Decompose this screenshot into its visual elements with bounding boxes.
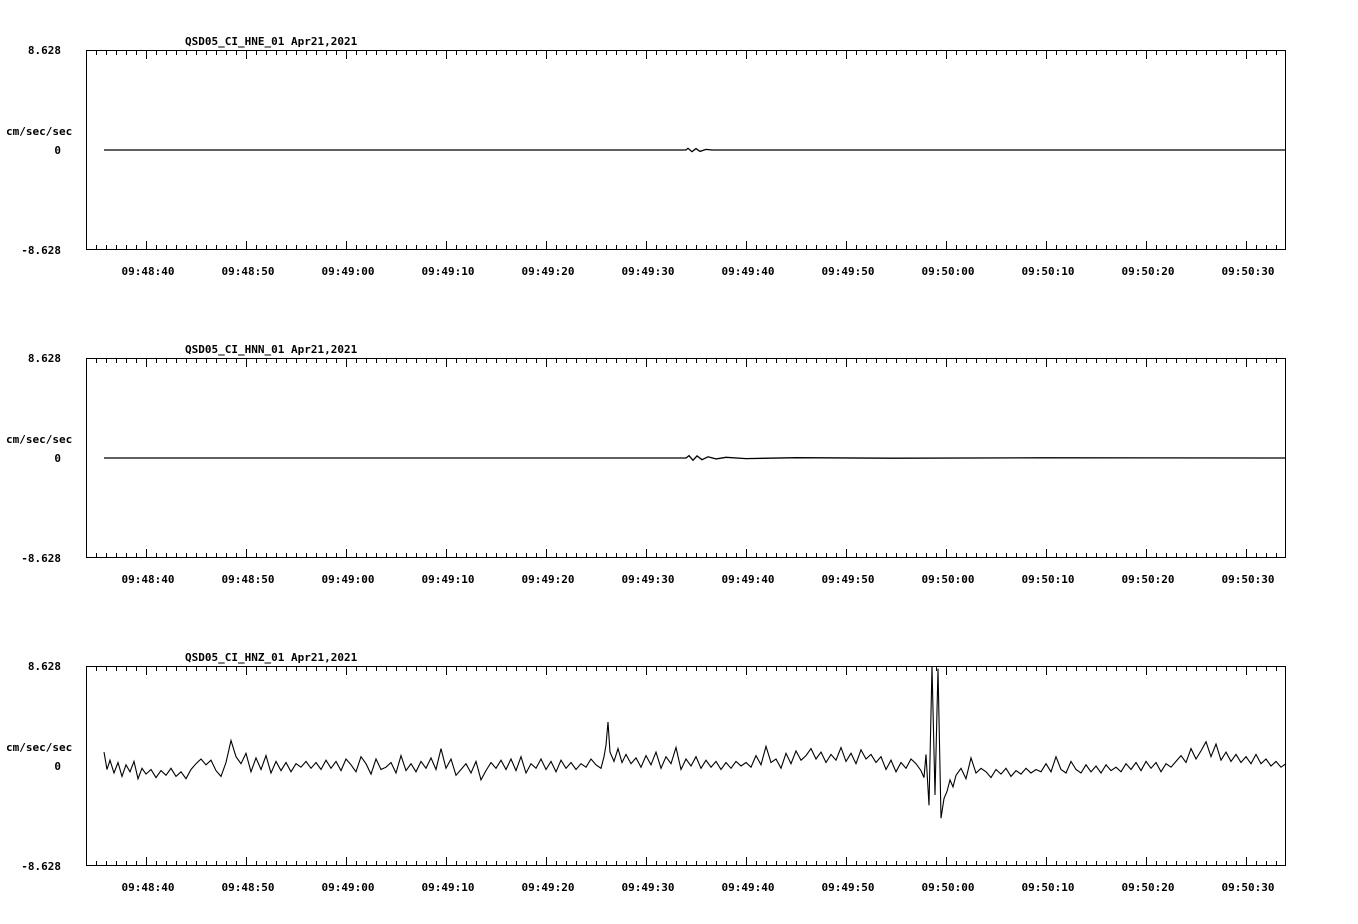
x-tick-label: 09:48:50 [221,881,275,894]
y-tick-label-zero: 0 [54,760,61,773]
x-tick-label: 09:49:10 [421,573,475,586]
x-tick-label: 09:50:30 [1221,265,1275,278]
x-tick-label: 09:50:30 [1221,573,1275,586]
panel-hnz [6,651,1286,894]
x-tick-label: 09:49:10 [421,265,475,278]
x-tick-labels [122,573,1275,586]
x-tick-label: 09:50:00 [921,881,975,894]
y-tick-label-zero: 0 [54,144,61,157]
x-tick-label: 09:50:00 [921,265,975,278]
x-tick-label: 09:50:00 [921,573,975,586]
x-tick-labels [122,265,1275,278]
x-tick-label: 09:48:50 [221,265,275,278]
y-axis-label: cm/sec/sec [6,433,73,446]
y-axis-label: cm/sec/sec [6,741,73,754]
panel-title: QSD05_CI_HNZ_01 Apr21,2021 [185,651,358,664]
y-tick-label-bottom: -8.628 [21,860,61,873]
x-tick-label: 09:49:50 [821,881,875,894]
y-tick-label-top: 8.628 [27,352,61,365]
x-tick-label: 09:49:50 [821,573,875,586]
x-tick-label: 09:48:40 [121,573,175,586]
x-tick-label: 09:49:40 [721,881,775,894]
x-tick-label: 09:49:30 [621,881,675,894]
x-tick-labels [122,881,1275,894]
x-tick-label: 09:50:10 [1021,573,1075,586]
panel-hnn [6,343,1286,586]
waveform-trace [104,666,1286,818]
panel-title: QSD05_CI_HNE_01 Apr21,2021 [185,35,358,48]
x-tick-label: 09:49:50 [821,265,875,278]
y-tick-label-zero: 0 [54,452,61,465]
x-tick-label: 09:50:20 [1121,265,1175,278]
y-tick-label-bottom: -8.628 [21,552,61,565]
x-tick-label: 09:49:30 [621,573,675,586]
waveform-trace [104,148,1286,151]
x-tick-label: 09:49:10 [421,881,475,894]
x-tick-label: 09:50:30 [1221,881,1275,894]
x-tick-label: 09:50:20 [1121,573,1175,586]
y-tick-label-top: 8.628 [27,44,61,57]
x-tick-label: 09:49:40 [721,573,775,586]
x-tick-label: 09:49:20 [521,881,575,894]
x-tick-label: 09:49:20 [521,573,575,586]
y-axis-label: cm/sec/sec [6,125,73,138]
x-tick-label: 09:48:50 [221,573,275,586]
x-tick-label: 09:49:00 [321,573,375,586]
x-tick-label: 09:50:10 [1021,881,1075,894]
x-tick-label: 09:50:10 [1021,265,1075,278]
x-tick-label: 09:49:00 [321,265,375,278]
panel-hne [6,35,1286,278]
x-tick-label: 09:49:40 [721,265,775,278]
y-tick-label-bottom: -8.628 [21,244,61,257]
x-tick-label: 09:49:30 [621,265,675,278]
waveform-trace [104,456,1286,461]
x-tick-label: 09:49:00 [321,881,375,894]
x-tick-label: 09:50:20 [1121,881,1175,894]
x-tick-label: 09:48:40 [121,881,175,894]
y-tick-label-top: 8.628 [27,660,61,673]
x-tick-label: 09:48:40 [121,265,175,278]
panel-title: QSD05_CI_HNN_01 Apr21,2021 [185,343,358,356]
x-tick-label: 09:49:20 [521,265,575,278]
